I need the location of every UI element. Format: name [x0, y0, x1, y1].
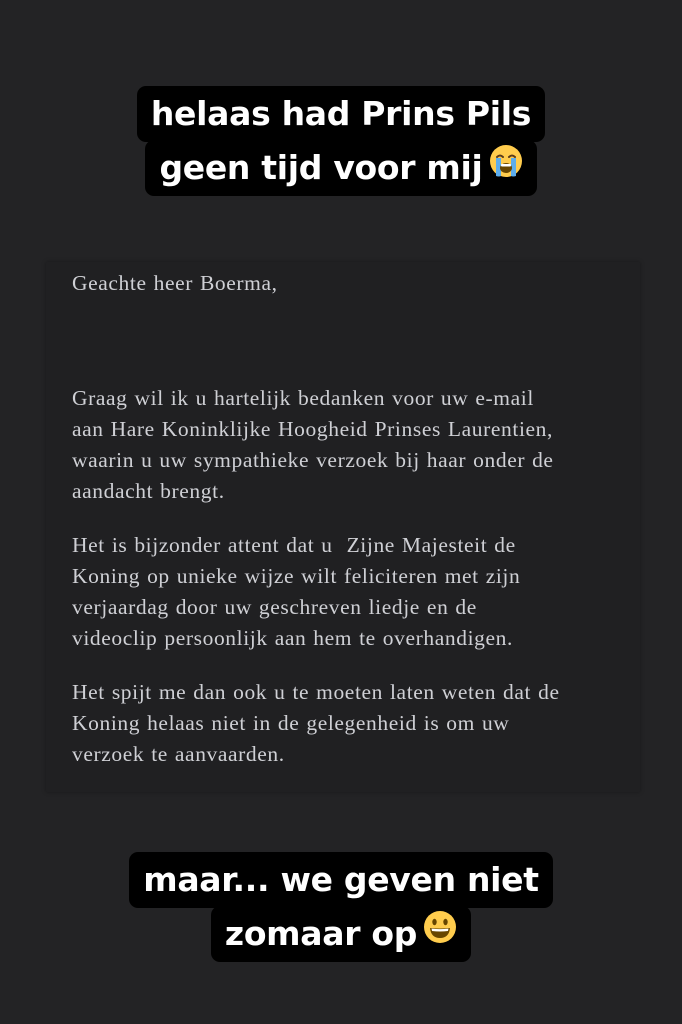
letter-line: Koning op unieke wijze wilt feliciteren met zijn: [72, 564, 521, 588]
top-caption-line-1: helaas had Prins Pils: [137, 86, 545, 142]
bottom-caption-line-1: maar... we geven niet: [129, 852, 553, 908]
top-caption-line-2: [145, 140, 536, 196]
letter-line: aan Hare Koninklijke Hoogheid Prinses Laurentien,: [72, 417, 553, 441]
letter-greeting-line: Geachte heer Boerma,: [72, 271, 278, 295]
letter-line: verzoek te aanvaarden.: [72, 742, 285, 766]
letter-body: [72, 268, 632, 770]
letter-greeting: [72, 268, 632, 299]
bottom-caption: [0, 852, 682, 962]
top-caption-line-2-text: geen tijd voor mij: [159, 148, 483, 187]
letter-line: aandacht brengt.: [72, 479, 225, 503]
grinning-face-icon: [423, 908, 457, 958]
bottom-caption-line-2: [211, 906, 471, 962]
loudly-crying-face-icon: [489, 142, 523, 192]
letter-paragraph-3: [72, 677, 632, 770]
letter-line: Het spijt me dan ook u te moeten laten weten dat de: [72, 680, 560, 704]
letter-line: waarin u uw sympathieke verzoek bij haar onder de: [72, 448, 554, 472]
letter-line: Het is bijzonder attent dat u Zijne Majesteit de: [72, 533, 516, 557]
letter-line: Koning helaas niet in de gelegenheid is om uw: [72, 711, 510, 735]
letter-line: verjaardag door uw geschreven liedje en de: [72, 595, 477, 619]
letter-paragraph-1: [72, 383, 632, 507]
top-caption: [0, 86, 682, 196]
bottom-caption-line-2-text: zomaar op: [224, 914, 418, 953]
letter-paragraph-2: [72, 530, 632, 654]
letter-line: Graag wil ik u hartelijk bedanken voor uw e-mail: [72, 386, 534, 410]
letter-line: videoclip persoonlijk aan hem te overhandigen.: [72, 626, 513, 650]
letter-screenshot: [46, 262, 640, 792]
